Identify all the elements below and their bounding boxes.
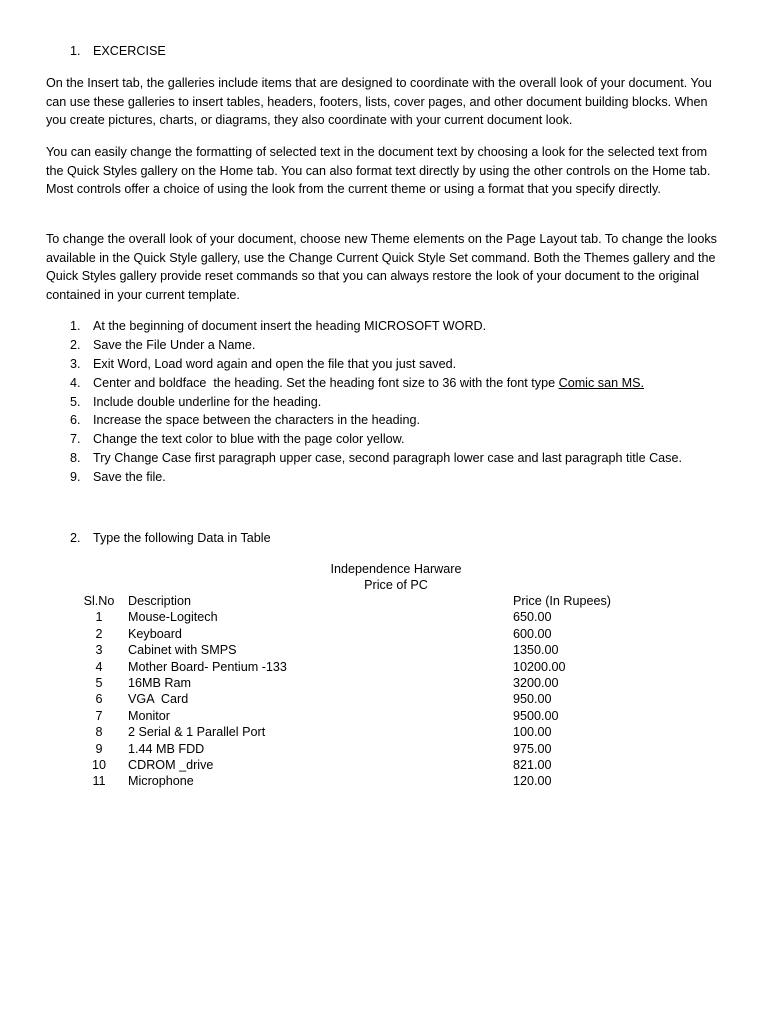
heading-text: EXCERCISE	[93, 44, 166, 58]
heading-number: 2.	[70, 531, 81, 545]
column-header: Description	[128, 594, 191, 608]
list-item: 5. Include double underline for the heading.	[70, 394, 322, 409]
price-table	[70, 593, 673, 790]
table-title: Independence Harware	[330, 562, 462, 576]
table-row: 1 Mouse-Logitech 650.00	[95, 610, 552, 625]
list-item: 3. Exit Word, Load word again and open the file that you just saved.	[70, 356, 457, 371]
list-item: 4. Center and boldface the heading. Set the heading font size to 36 with the font type Comic san MS.	[70, 375, 644, 390]
list-item: 7. Change the text color to blue with the page color yellow.	[70, 432, 405, 447]
heading-number: 1.	[70, 44, 81, 58]
table-row: 10 CDROM _drive 821.00	[91, 758, 552, 773]
column-header: Price (In Rupees)	[513, 594, 611, 608]
table-row: 4 Mother Board- Pentium -133 10200.00	[95, 659, 566, 674]
table-row: 8 2 Serial & 1 Parallel Port 100.00	[95, 725, 552, 740]
list-item: 9. Save the file.	[70, 470, 166, 485]
table-row: 5 16MB Ram 3200.00	[95, 676, 559, 691]
list-item: 6. Increase the space between the characters in the heading.	[70, 413, 420, 428]
list-item: 2. Save the File Under a Name.	[70, 337, 256, 352]
steps-list	[70, 317, 682, 487]
list-item: 8. Try Change Case first paragraph upper case, second paragraph lower case and last paragraph title Case.	[70, 451, 682, 466]
table-row: 3 Cabinet with SMPS 1350.00	[95, 643, 559, 658]
column-header: Sl.No	[83, 594, 115, 608]
table-row: 6 VGA Card 950.00	[95, 692, 552, 707]
list-item: 1. At the beginning of document insert the heading MICROSOFT WORD.	[70, 319, 487, 333]
paragraph-3: To change the overall look of your document, choose new Theme elements on the Page Layout tab. To change the looks available in the Quick Style gallery, use the Change Current Quick Style Set command. Both the Themes gallery and the Quick Styles gallery provide reset commands so that you can always restore the look of your document to the original contained in your current template.	[46, 232, 717, 302]
table-subtitle: Price of PC	[364, 578, 428, 592]
table-row: 9 1.44 MB FDD 975.00	[95, 741, 552, 756]
table-row: 2 Keyboard 600.00	[95, 626, 552, 641]
table-section-heading	[70, 529, 271, 548]
underlined-font-name: Comic san MS.	[558, 375, 644, 390]
paragraph-1: On the Insert tab, the galleries include items that are designed to coordinate with the overall look of your document. You can use these galleries to insert tables, headers, footers, lists, cover pages, and other document building blocks. When you create pictures, charts, or diagrams, they also coordinate with your current document look.	[46, 76, 712, 127]
heading-text: Type the following Data in Table	[93, 531, 271, 545]
table-header-row	[70, 593, 673, 609]
table-row: 11 Microphone 120.00	[92, 774, 552, 789]
exercise-heading	[70, 42, 166, 61]
table-row: 7 Monitor 9500.00	[95, 708, 559, 723]
paragraph-2: You can easily change the formatting of selected text in the document text by choosing a look for the selected text from the Quick Styles gallery on the Home tab. You can also format text directly by using the other controls on the Home tab. Most controls offer a choice of using the look from the current theme or using a format that you specify directly.	[46, 145, 711, 196]
